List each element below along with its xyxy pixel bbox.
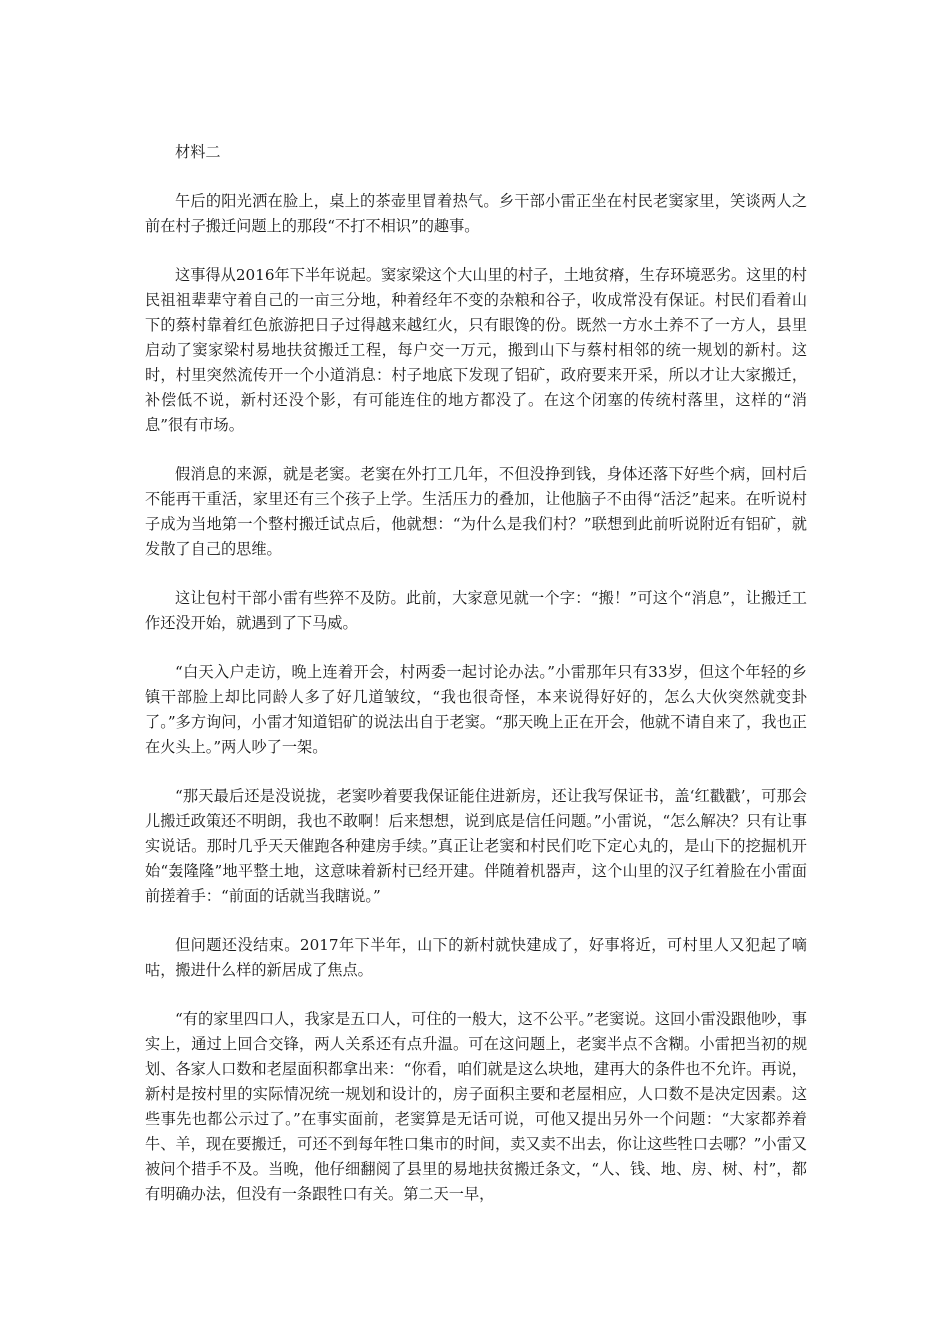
paragraph: 午后的阳光洒在脸上，桌上的茶壶里冒着热气。乡干部小雷正坐在村民老窦家里，笑谈两人之前在村子搬迁问题上的那段“不打不相识”的趣事。 xyxy=(145,192,807,235)
paragraph: 假消息的来源，就是老窦。老窦在外打工几年，不但没挣到钱，身体还落下好些个病，回村后不能再干重活，家里还有三个孩子上学。生活压力的叠加，让他脑子不由得“活泛”起来。在听说村子成为当地第一个整村搬迁试点后，他就想：“为什么是我们村？”联想到此前听说附近有铝矿，就发散了自己的思维。 xyxy=(145,465,807,558)
paragraph: “那天最后还是没说拢，老窦吵着要我保证能住进新房，还让我写保证书，盖‘红戳戳’，可那会儿搬迁政策还不明朗，我也不敢啊！后来想想，说到底是信任问题。”小雷说，“怎么解决？只有让事实说话。那时几乎天天催跑各种建房手续。”真正让老窦和村民们吃下定心丸的，是山下的挖掘机开始“轰隆隆”地平整土地，这意味着新村已经开建。伴随着机器声，这个山里的汉子红着脸在小雷面前搓着手：“前面的话就当我瞎说。” xyxy=(145,787,807,905)
paragraph: 这事得从2016年下半年说起。窦家梁这个大山里的村子，土地贫瘠，生存环境恶劣。这里的村民祖祖辈辈守着自己的一亩三分地，种着经年不变的杂粮和谷子，收成常没有保证。村民们看着山下的蔡村靠着红色旅游把日子过得越来越红火，只有眼馋的份。既然一方水土养不了一方人，县里启动了窦家梁村易地扶贫搬迁工程，每户交一万元，搬到山下与蔡村相邻的统一规划的新村。这时，村里突然流传开一个小道消息：村子地底下发现了铝矿，政府要来开采，所以才让大家搬迁，补偿低不说，新村还没个影，有可能连住的地方都没了。在这个闭塞的传统村落里，这样的“消息”很有市场。 xyxy=(145,266,807,434)
paragraph: 这让包村干部小雷有些猝不及防。此前，大家意见就一个字：“搬！”可这个“消息”，让搬迁工作还没开始，就遇到了下马威。 xyxy=(145,589,807,632)
section-heading: 材料二 xyxy=(175,143,221,161)
document-page xyxy=(145,140,807,1231)
paragraph: “白天入户走访，晚上连着开会，村两委一起讨论办法。”小雷那年只有33岁，但这个年轻的乡镇干部脸上却比同龄人多了好几道皱纹，“我也很奇怪，本来说得好好的，怎么大伙突然就变卦了。”多方询问，小雷才知道铝矿的说法出自于老窦。“那天晚上正在开会，他就不请自来了，我也正在火头上。”两人吵了一架。 xyxy=(145,663,807,756)
paragraph: 但问题还没结束。2017年下半年，山下的新村就快建成了，好事将近，可村里人又犯起了嘀咕，搬进什么样的新居成了焦点。 xyxy=(145,936,807,979)
paragraph: “有的家里四口人，我家是五口人，可住的一般大，这不公平。”老窦说。这回小雷没跟他吵，事实上，通过上回合交锋，两人关系还有点升温。可在这问题上，老窦半点不含糊。小雷把当初的规划、各家人口数和老屋面积都拿出来：“你看，咱们就是这么块地，建再大的条件也不允许。再说，新村是按村里的实际情况统一规划和设计的，房子面积主要和老屋相应，人口数不是决定因素。这些事先也都公示过了。”在事实面前，老窦算是无话可说，可他又提出另外一个问题：“大家都养着牛、羊，现在要搬迁，可还不到每年牲口集市的时间，卖又卖不出去，你让这些牲口去哪？”小雷又被问个措手不及。当晚，他仔细翻阅了县里的易地扶贫搬迁条文，“人、钱、地、房、树、村”，都有明确办法，但没有一条跟牲口有关。第二天一早， xyxy=(145,1010,807,1203)
